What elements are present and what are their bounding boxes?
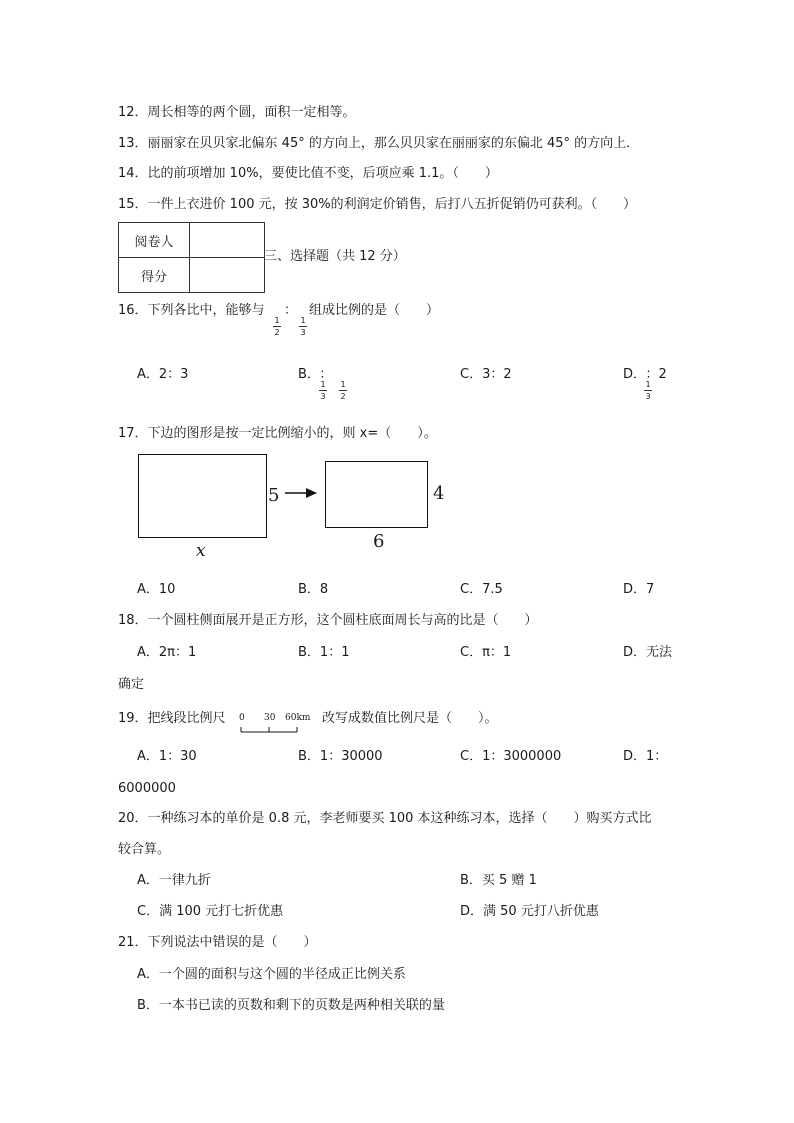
- fraction: [298, 316, 308, 337]
- option-b[interactable]: B．8: [298, 582, 329, 597]
- option-c[interactable]: C．1：3000000: [460, 749, 562, 764]
- question-15: 15．一件上衣进价 100 元，按 30%的利润定价销售，后打八五折促销仍可获利。（ ）: [118, 197, 637, 212]
- question-21-stem: 21．下列说法中错误的是（ ）: [118, 935, 317, 950]
- fraction: [338, 380, 348, 401]
- reviewer-label: 阅卷人: [119, 223, 190, 258]
- option-a[interactable]: A．一个圆的面积与这个圆的半径成正比例关系: [137, 967, 406, 982]
- fraction-denominator: 3: [320, 392, 326, 401]
- option-b-prefix: B．: [298, 367, 314, 382]
- option-d-continuation: 6000000: [118, 781, 176, 796]
- option-a[interactable]: A．一律九折: [137, 873, 211, 888]
- fraction-numerator: 1: [340, 380, 346, 389]
- scale-tick-label: 30: [264, 713, 276, 723]
- option-c[interactable]: C．π：1: [460, 645, 512, 660]
- section-heading: 三、选择题（共 12 分）: [264, 249, 406, 264]
- fraction: [318, 380, 328, 401]
- score-cell[interactable]: [190, 258, 265, 293]
- fraction: [272, 316, 282, 337]
- fraction: [643, 380, 653, 401]
- fraction-denominator: 2: [274, 328, 280, 337]
- score-table: [118, 222, 265, 293]
- question-16-stem-b: 组成比例的是（ ）: [309, 303, 440, 318]
- question-14: 14．比的前项增加 10%，要使比值不变，后项应乘 1.1。（ ）: [118, 166, 498, 181]
- small-rectangle-bottom-label: 6: [373, 531, 385, 552]
- option-d-continuation: 确定: [118, 677, 145, 692]
- scale-tick-label: 0: [239, 713, 245, 723]
- option-c[interactable]: C．7.5: [460, 582, 503, 597]
- option-d[interactable]: D．满 50 元打八折优惠: [460, 904, 599, 919]
- fraction-numerator: 1: [645, 380, 651, 389]
- option-a[interactable]: A．2：3: [137, 367, 189, 382]
- question-19-stem-a: 19．把线段比例尺: [118, 711, 226, 726]
- option-a[interactable]: A．10: [137, 582, 176, 597]
- fraction-numerator: 1: [274, 316, 280, 325]
- option-d[interactable]: D．7: [623, 582, 655, 597]
- scale-tick-label: 60km: [285, 713, 311, 723]
- fraction-denominator: 3: [300, 328, 306, 337]
- small-rectangle-side-label: 4: [433, 483, 445, 504]
- large-rectangle-bottom-label: x: [196, 541, 206, 561]
- option-d-prefix: D．: [623, 367, 640, 382]
- scale-bar: [237, 711, 313, 735]
- option-d[interactable]: D．无法: [623, 645, 673, 660]
- option-a[interactable]: A．2π：1: [137, 645, 197, 660]
- option-d[interactable]: D．1：: [623, 749, 668, 764]
- question-12: 12．周长相等的两个圆，面积一定相等。: [118, 105, 356, 120]
- arrow-right-icon: [284, 486, 318, 500]
- fraction-denominator: 2: [340, 392, 346, 401]
- reviewer-cell[interactable]: [190, 223, 265, 258]
- question-20-line-1: 20．一种练习本的单价是 0.8 元，李老师要买 100 本这种练习本，选择（ ）购买方式比: [118, 811, 652, 826]
- question-19-stem-b: 改写成数值比例尺是（ ）。: [322, 711, 498, 726]
- large-rectangle: [138, 454, 267, 538]
- fraction-numerator: 1: [320, 380, 326, 389]
- question-13: 13．丽丽家在贝贝家北偏东 45° 的方向上，那么贝贝家在丽丽家的东偏北 45° 的方向上．: [118, 136, 640, 151]
- scale-line: [237, 724, 299, 734]
- option-b[interactable]: B．1：1: [298, 645, 350, 660]
- option-d-suffix: ：2: [645, 367, 667, 382]
- ratio-colon: ：: [319, 367, 333, 382]
- fraction-denominator: 3: [645, 392, 651, 401]
- option-b[interactable]: B．一本书已读的页数和剩下的页数是两种相关联的量: [137, 998, 445, 1013]
- large-rectangle-side-label: 5: [268, 485, 280, 506]
- option-c[interactable]: C．3：2: [460, 367, 512, 382]
- question-18-stem: 18．一个圆柱侧面展开是正方形，这个圆柱底面周长与高的比是（ ）: [118, 613, 538, 628]
- question-17-stem: 17．下边的图形是按一定比例缩小的，则 x=（ ）。: [118, 426, 437, 441]
- small-rectangle: [325, 461, 428, 528]
- ratio-colon: ：: [284, 303, 298, 318]
- fraction-numerator: 1: [300, 316, 306, 325]
- option-a[interactable]: A．1：30: [137, 749, 197, 764]
- question-16-stem-a: 16．下列各比中，能够与: [118, 303, 265, 318]
- option-b[interactable]: B．1：30000: [298, 749, 383, 764]
- option-c[interactable]: C．满 100 元打七折优惠: [137, 904, 284, 919]
- option-b[interactable]: B．买 5 赠 1: [460, 873, 537, 888]
- question-20-line-2: 较合算。: [118, 842, 171, 857]
- score-label: 得分: [119, 258, 190, 293]
